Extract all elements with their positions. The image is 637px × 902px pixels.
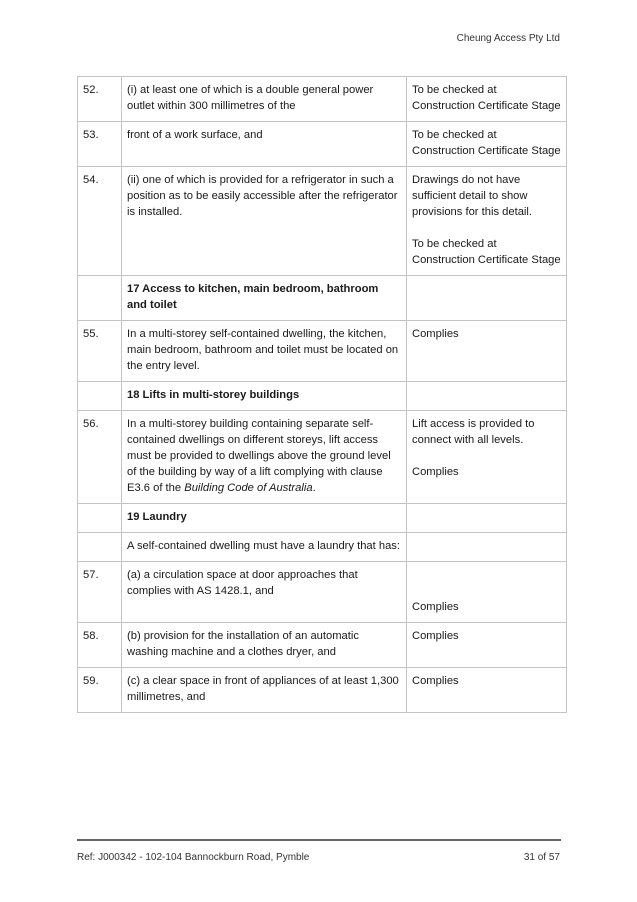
- item-number: [78, 533, 122, 562]
- page-number: 31 of 57: [523, 852, 560, 863]
- item-number: 58.: [78, 623, 122, 668]
- compliance-status: Complies: [407, 668, 567, 713]
- section-heading-row: [78, 504, 567, 533]
- table-row: [78, 411, 567, 504]
- requirement-text: (b) provision for the installation of an automatic washing machine and a clothes dryer, and: [122, 623, 407, 668]
- compliance-status: Drawings do not have sufficient detail to show provisions for this detail. To be checked at Construction Certificate Stage: [407, 167, 567, 276]
- company-name: Cheung Access Pty Ltd: [456, 33, 560, 44]
- table-row: [78, 77, 567, 122]
- item-number: 53.: [78, 122, 122, 167]
- section-heading-row: [78, 382, 567, 411]
- compliance-status: Complies: [407, 562, 567, 623]
- table-row: [78, 533, 567, 562]
- section-heading: 18 Lifts in multi-storey buildings: [122, 382, 407, 411]
- item-number: 56.: [78, 411, 122, 504]
- item-number: 57.: [78, 562, 122, 623]
- compliance-status: [407, 533, 567, 562]
- table-row: [78, 562, 567, 623]
- requirement-text: (ii) one of which is provided for a refrigerator in such a position as to be easily accessible after the refrigerator is installed.: [122, 167, 407, 276]
- section-heading: 17 Access to kitchen, main bedroom, bathroom and toilet: [122, 276, 407, 321]
- compliance-status: Complies: [407, 623, 567, 668]
- compliance-status: To be checked at Construction Certificate Stage: [407, 77, 567, 122]
- item-number: 54.: [78, 167, 122, 276]
- item-number: 59.: [78, 668, 122, 713]
- table-row: [78, 167, 567, 276]
- compliance-status: Complies: [407, 321, 567, 382]
- code-reference: Building Code of Australia: [184, 482, 313, 494]
- requirement-text: In a multi-storey building containing separate self-contained dwellings on different storeys, lift access must be provided to dwellings above the ground level of the building by way of a lift complying with clause E3.6 of the Building Code of Australia.: [122, 411, 407, 504]
- table-row: [78, 321, 567, 382]
- requirement-text: (a) a circulation space at door approaches that complies with AS 1428.1, and: [122, 562, 407, 623]
- requirement-text: front of a work surface, and: [122, 122, 407, 167]
- table-row: [78, 623, 567, 668]
- footer-reference: Ref: J000342 - 102-104 Bannockburn Road, Pymble: [77, 852, 310, 863]
- requirement-text: A self-contained dwelling must have a laundry that has:: [122, 533, 407, 562]
- section-heading: 19 Laundry: [122, 504, 407, 533]
- compliance-status: Lift access is provided to connect with all levels. Complies: [407, 411, 567, 504]
- requirement-text: In a multi-storey self-contained dwelling, the kitchen, main bedroom, bathroom and toilet must be located on the entry level.: [122, 321, 407, 382]
- item-number: 52.: [78, 77, 122, 122]
- table-row: [78, 122, 567, 167]
- compliance-status: To be checked at Construction Certificate Stage: [407, 122, 567, 167]
- footer-divider: [77, 839, 561, 841]
- compliance-table: [77, 76, 567, 713]
- section-heading-row: [78, 276, 567, 321]
- item-number: 55.: [78, 321, 122, 382]
- requirement-text: (i) at least one of which is a double general power outlet within 300 millimetres of the: [122, 77, 407, 122]
- table-row: [78, 668, 567, 713]
- requirement-text: (c) a clear space in front of appliances of at least 1,300 millimetres, and: [122, 668, 407, 713]
